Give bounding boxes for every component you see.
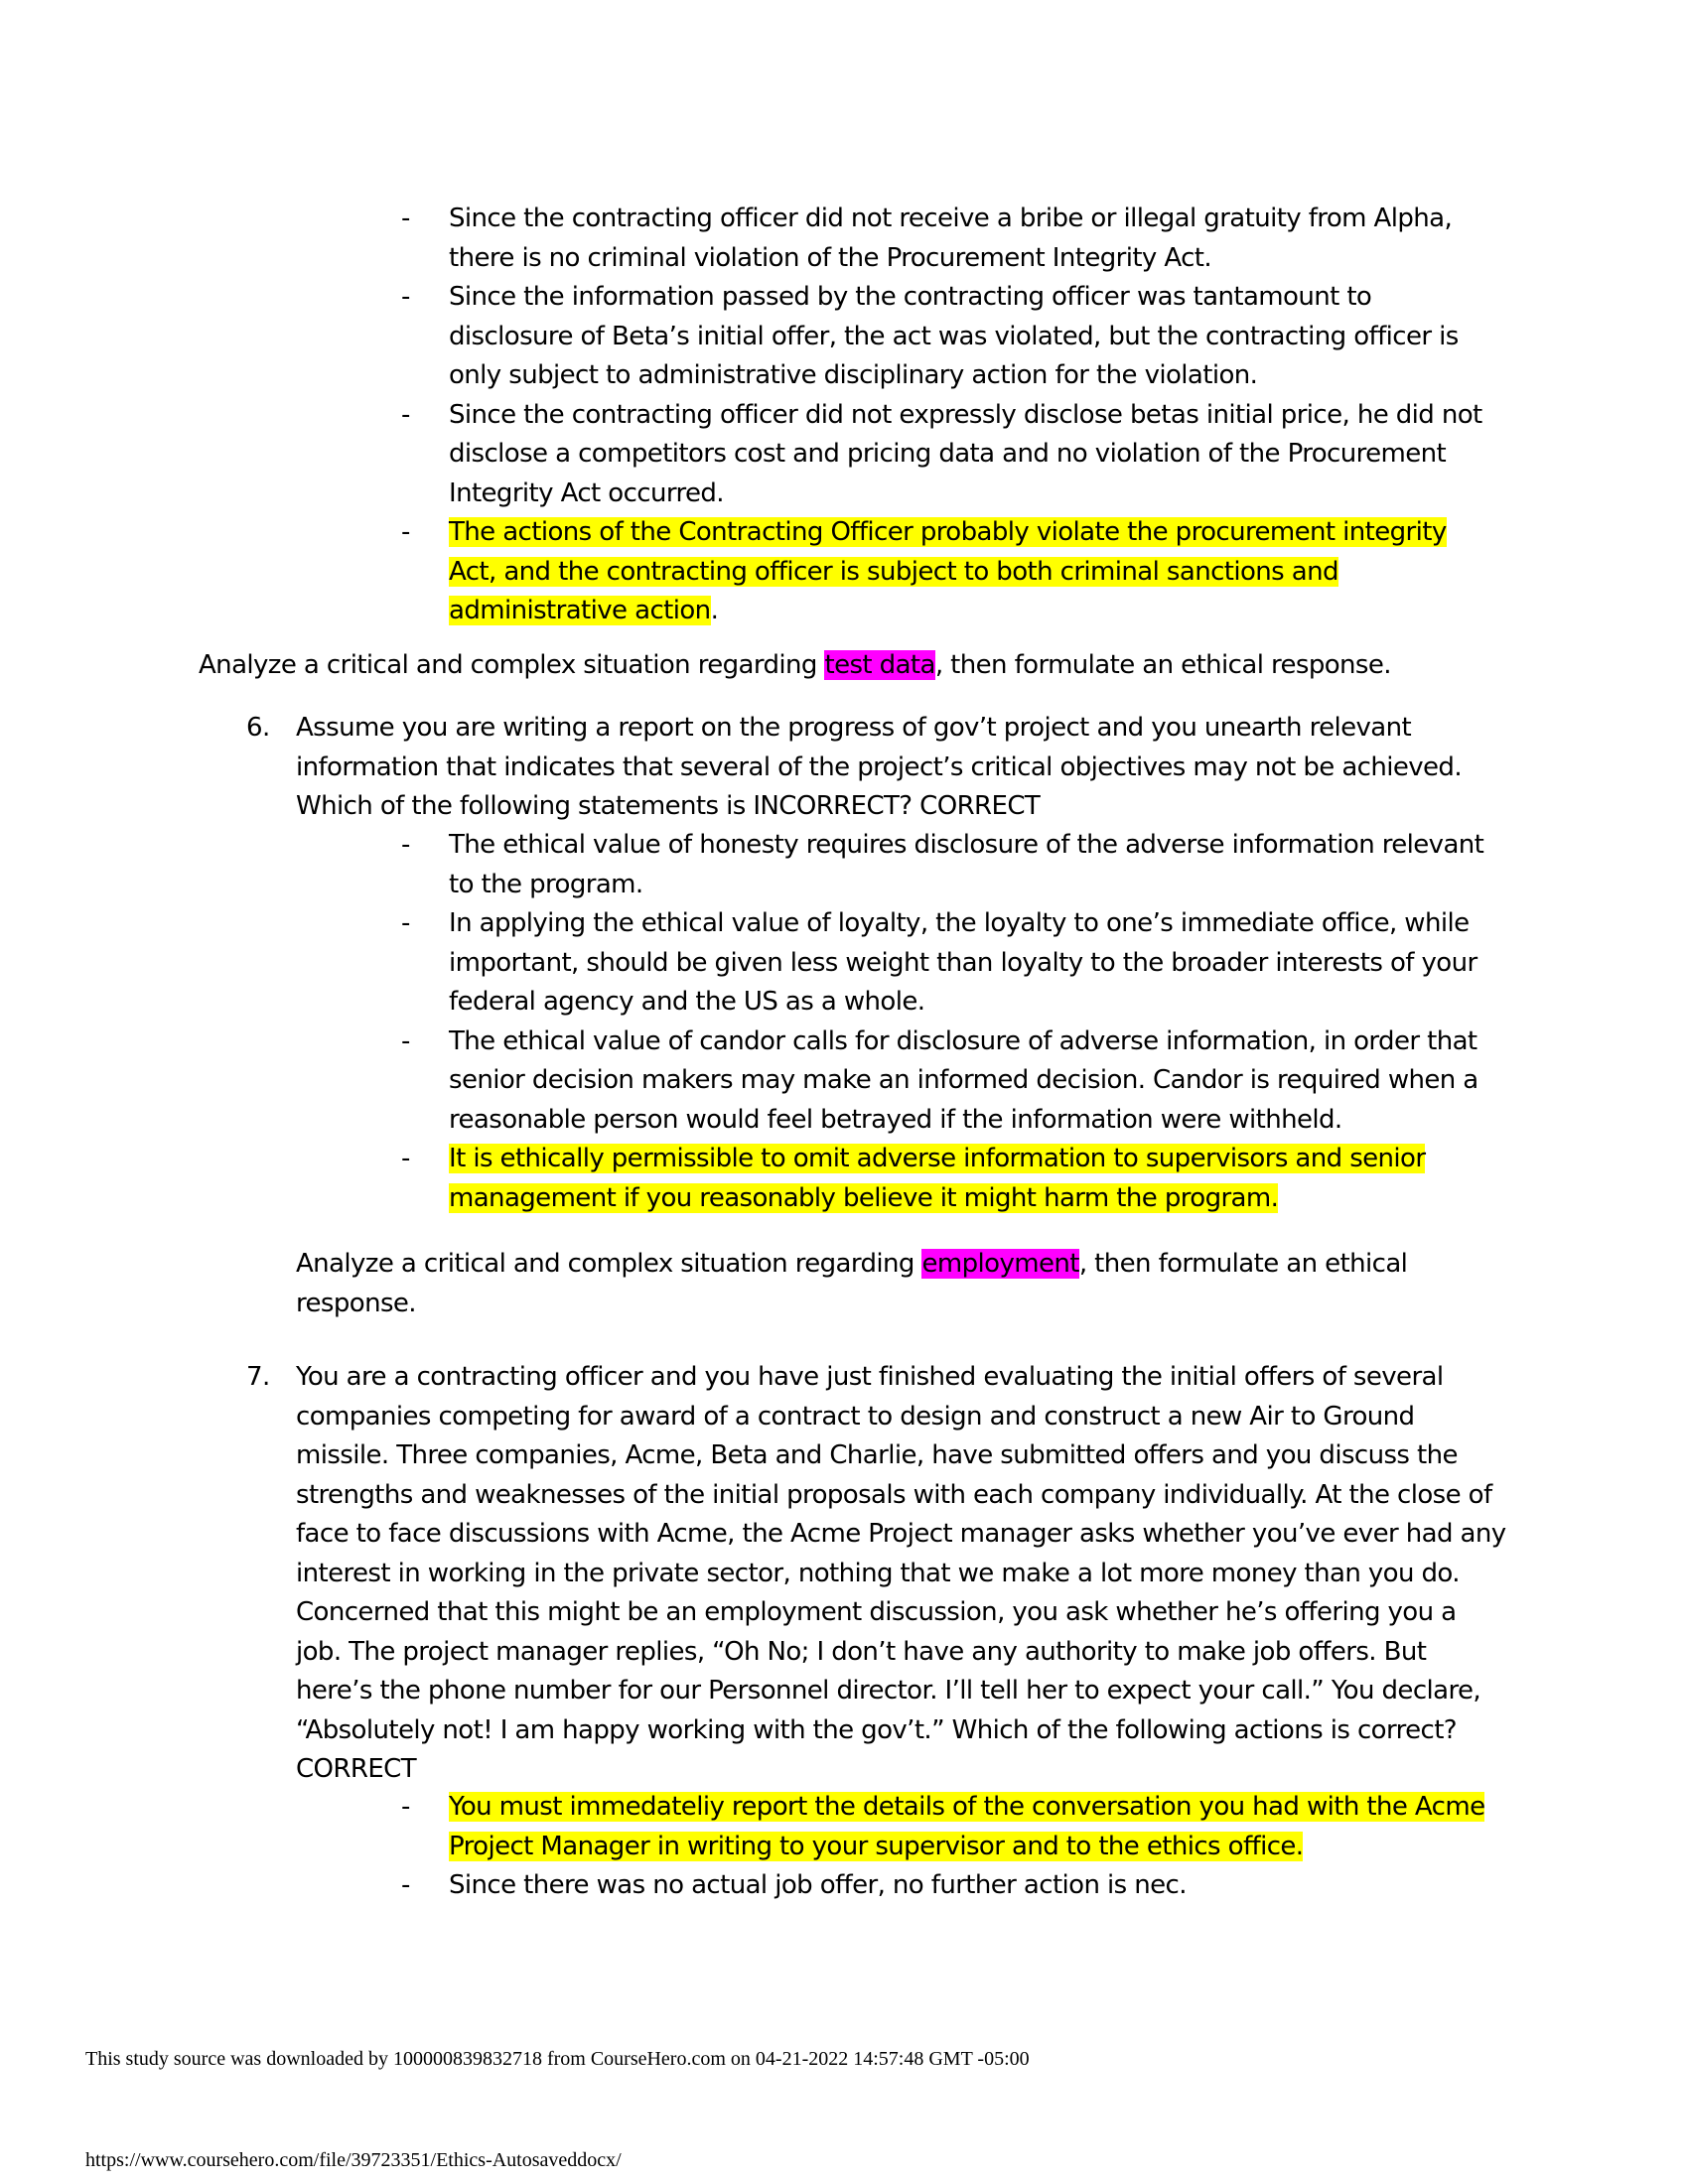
question-7-number: 7. [246, 1362, 270, 1392]
bullet-dash: - [401, 1870, 410, 1900]
q5-option-4-highlighted [401, 513, 1491, 631]
q5-option-2 [401, 278, 1491, 396]
question-6-text: Assume you are writing a report on the progress of gov’t project and you unearth relevant information that indicates that several of the project’s critical objectives may not be achieved. Which of the following statements is INCORRECT? CORRECT [296, 713, 1462, 821]
q7-correct-answer-highlight: You must immedateliy report the details of the conversation you had with the Acme Project Manager in writing to your supervisor and to the ethics office. [449, 1792, 1485, 1861]
bullet-dash: - [401, 517, 410, 547]
bullet-dash: - [401, 1792, 410, 1822]
topic-highlight-test-data: test data [824, 650, 935, 680]
q6-option-3 [401, 1023, 1491, 1141]
section-heading-prefix: Analyze a critical and complex situation regarding [199, 650, 825, 680]
download-source-notice: This study source was downloaded by 100000839832718 from CourseHero.com on 04-21-2022 14:57:48 GMT -05:00 [85, 2048, 1030, 2070]
question-6 [246, 709, 1507, 827]
q7-options-list [401, 1788, 1491, 1906]
bullet-dash: - [401, 1025, 410, 1056]
q6-option-3-text: The ethical value of candor calls for disclosure of adverse information, in order that senior decision makers may make an informed decision. Candor is required when a reasonable person would feel betrayed if the information were withheld. [449, 1025, 1478, 1135]
section-heading-suffix: , then formulate an ethical response. [296, 1249, 1408, 1318]
topic-highlight-employment: employment [921, 1249, 1079, 1279]
question-7-text: You are a contracting officer and you have just finished evaluating the initial offers of several companies competing for award of a contract to design and construct a new Air to Ground missile. Three companies, Acme, Beta and Charlie, have submitted offers and you discuss the strengths and weaknesses of the initial proposals with each company individually. At the close of face to face discussions with Acme, the Acme Project manager asks whether you’ve ever had any interest in working in the private sector, nothing that we make a lot more money than you do. Concerned that this might be an employment discussion, you ask whether he’s offering you a job. The project manager replies, “Oh No; I don’t have any authority to make job offers. But here’s the phone number for our Personnel director. I’ll tell her to expect your call.” You declare, “Absolutely not! I am happy working with the gov’t.” Which of the following actions is correct? CORRECT [296, 1362, 1506, 1784]
q5-option-1 [401, 200, 1491, 278]
q5-option-4-period: . [710, 596, 719, 625]
q7-option-1-highlighted [401, 1788, 1491, 1866]
question-7 [246, 1358, 1507, 1790]
section-heading-suffix: , then formulate an ethical response. [934, 650, 1391, 680]
bullet-dash: - [401, 1144, 410, 1173]
question-6-number: 6. [246, 713, 270, 743]
q6-option-2 [401, 904, 1491, 1023]
bullet-dash: - [401, 204, 410, 233]
q6-option-4-highlighted [401, 1140, 1491, 1218]
q5-option-3-text: Since the contracting officer did not expressly disclose betas initial price, he did not disclose a competitors cost and pricing data and no violation of the Procurement Integrity Act occurred. [449, 399, 1482, 508]
q7-option-2 [401, 1866, 1491, 1906]
section-heading-prefix: Analyze a critical and complex situation regarding [296, 1249, 922, 1279]
q7-option-2-text: Since there was no actual job offer, no further action is nec. [449, 1870, 1187, 1900]
q5-option-1-text: Since the contracting officer did not receive a bribe or illegal gratuity from Alpha, there is no criminal violation of the Procurement Integrity Act. [449, 204, 1453, 273]
section-heading-test-data [199, 646, 1509, 686]
bullet-dash: - [401, 282, 410, 312]
bullet-dash: - [401, 399, 410, 430]
bullet-dash: - [401, 908, 410, 938]
q5-options-list [401, 200, 1491, 631]
q6-option-1-text: The ethical value of honesty requires disclosure of the adverse information relevant to the program. [449, 830, 1484, 899]
q5-option-2-text: Since the information passed by the contracting officer was tantamount to disclosure of Beta’s initial offer, the act was violated, but the contracting officer is only subject to administrative disciplinary action for the violation. [449, 282, 1459, 390]
q5-correct-answer-highlight: The actions of the Contracting Officer probably violate the procurement integrity Act, and the contracting officer is subject to both criminal sanctions and administrative action [449, 517, 1447, 625]
q6-option-2-text: In applying the ethical value of loyalty, the loyalty to one’s immediate office, while important, should be given less weight than loyalty to the broader interests of your federal agency and the US as a whole. [449, 908, 1477, 1017]
q5-option-3 [401, 396, 1491, 514]
source-url[interactable]: https://www.coursehero.com/file/39723351/Ethics-Autosaveddocx/ [85, 2149, 622, 2171]
q6-option-1 [401, 826, 1491, 904]
bullet-dash: - [401, 830, 410, 860]
section-heading-employment [296, 1245, 1507, 1323]
q6-options-list [401, 826, 1491, 1218]
q6-correct-answer-highlight: It is ethically permissible to omit adverse information to supervisors and senior management if you reasonably believe it might harm the program. [449, 1144, 1426, 1213]
